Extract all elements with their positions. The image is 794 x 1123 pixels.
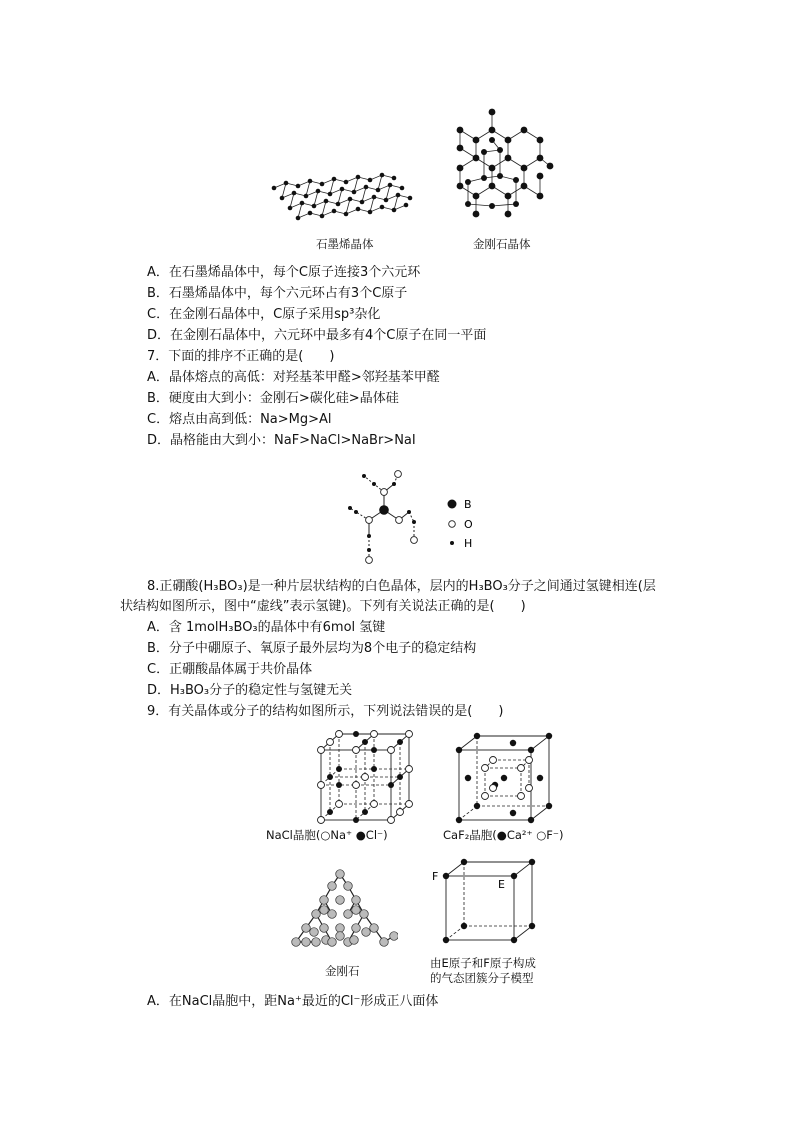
- legend-b-marker: [448, 500, 457, 509]
- q7-option-a[interactable]: A．晶体熔点的高低：对羟基苯甲醛>邻羟基苯甲醛: [147, 370, 440, 385]
- legend-b-label: B: [464, 498, 472, 511]
- diamond-ball-drawing: [286, 868, 398, 952]
- nacl-caption: NaCl晶胞(○Na⁺ ●Cl⁻): [266, 828, 388, 842]
- q7-option-b[interactable]: B．硬度由大到小：金刚石>碳化硅>晶体硅: [147, 391, 399, 406]
- q8-option-c[interactable]: C．正硼酸晶体属于共价晶体: [147, 662, 313, 677]
- diamond-lattice-drawing: [446, 106, 556, 226]
- diamond-caption: 金刚石晶体: [473, 237, 531, 251]
- q6-option-b[interactable]: B．石墨烯晶体中，每个六元环占有3个C原子: [147, 286, 408, 301]
- q6-option-c[interactable]: C．在金刚石晶体中，C原子采用sp³杂化: [147, 307, 381, 322]
- boric-acid-figure: [340, 462, 490, 568]
- cluster-label-f: F: [432, 870, 439, 883]
- legend-h-marker: [450, 541, 454, 545]
- q7-stem: 7．下面的排序不正确的是( ): [147, 349, 335, 364]
- cluster-label-e: E: [498, 878, 505, 891]
- nacl-cell-figure: [315, 728, 415, 824]
- q7-option-d[interactable]: D．晶格能由大到小：NaF>NaCl>NaBr>NaI: [147, 433, 416, 448]
- legend-h-label: H: [464, 537, 473, 550]
- q8-stem-line-2: 状结构如图所示，图中“虚线”表示氢键)。下列有关说法正确的是( ): [120, 599, 526, 614]
- ef-cluster-caption-line-1: 由E原子和F原子构成: [430, 956, 536, 970]
- q6-option-d[interactable]: D．在金刚石晶体中，六元环中最多有4个C原子在同一平面: [147, 328, 487, 343]
- q7-option-c[interactable]: C．熔点由高到低：Na>Mg>Al: [147, 412, 332, 427]
- legend-o-label: O: [464, 518, 473, 531]
- ef-cluster-figure: [430, 856, 540, 944]
- caf2-caption: CaF₂晶胞(●Ca²⁺ ○F⁻): [443, 828, 564, 842]
- q9-stem: 9．有关晶体或分子的结构如图所示，下列说法错误的是( ): [147, 704, 504, 719]
- ef-cluster-drawing: [430, 856, 540, 944]
- q6-option-a[interactable]: A．在石墨烯晶体中，每个C原子连接3个六元环: [147, 265, 421, 280]
- boric-acid-structure-drawing: [340, 462, 490, 568]
- legend-o-marker: [449, 521, 456, 528]
- q8-option-b[interactable]: B．分子中硼原子、氧原子最外层均为8个电子的稳定结构: [147, 641, 477, 656]
- q8-stem-line-1: 8.正硼酸(H₃BO₃)是一种片层状结构的白色晶体，层内的H₃BO₃分子之间通过氢键相连(层: [147, 579, 656, 594]
- caf2-cell-figure: [455, 732, 555, 824]
- graphene-figure: [268, 168, 418, 228]
- diamond-ball-caption: 金刚石: [325, 964, 360, 978]
- q8-option-a[interactable]: A．含 1molH₃BO₃的晶体中有6mol 氢键: [147, 620, 386, 635]
- diamond-figure: [446, 106, 556, 226]
- ef-cluster-caption-line-2: 的气态团簇分子模型: [430, 971, 534, 985]
- graphene-lattice-drawing: [268, 168, 418, 228]
- q9-option-a[interactable]: A．在NaCl晶胞中，距Na⁺最近的Cl⁻形成正八面体: [147, 994, 439, 1009]
- graphene-caption: 石墨烯晶体: [316, 237, 374, 251]
- q8-option-d[interactable]: D．H₃BO₃分子的稳定性与氢键无关: [147, 683, 353, 698]
- nacl-cell-drawing: [315, 728, 415, 824]
- caf2-cell-drawing: [455, 732, 555, 824]
- diamond-ball-figure: [286, 868, 398, 952]
